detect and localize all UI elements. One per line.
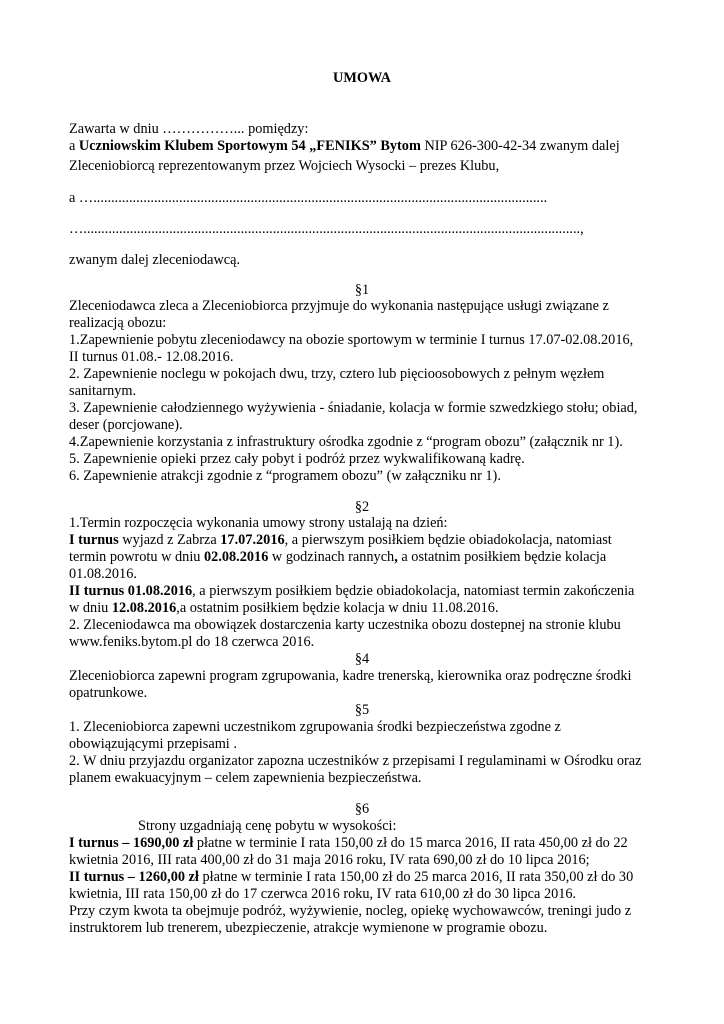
intro-blank-line-1: a …............................................................................................................................... <box>69 190 548 206</box>
section-6-heading: §6 <box>354 801 370 817</box>
section-1-line: sanitarnym. <box>69 383 137 399</box>
section-5-line: obowiązującymi przepisami . <box>69 736 237 752</box>
intro-party-line: a Uczniowskim Klubem Sportowym 54 „FENIKS” Bytom NIP 626-300-42-34 zwanym dalej <box>69 138 620 154</box>
section-2-line: termin powrotu w dniu 02.08.2016 w godzinach rannych, a ostatnim posiłkiem będzie kolacja <box>69 549 607 565</box>
club-name: Uczniowskim Klubem Sportowym 54 „FENIKS” Bytom <box>78 138 421 154</box>
intro-blank-line-2: …..........................................................................................................................................., <box>69 221 584 237</box>
section-2-line: 2. Zleceniodawca ma obowiązek dostarczenia karty uczestnika obozu dostepnej na stronie klubu <box>69 617 621 633</box>
section-5-line: planem ewakuacyjnym – celem zapewnienia bezpieczeństwa. <box>69 770 422 786</box>
section-2-line: www.feniks.bytom.pl do 18 czerwca 2016. <box>69 634 315 650</box>
section-5-line: 2. W dniu przyjazdu organizator zapozna uczestników z przepisami I regulaminami w Ośrodku oraz <box>69 753 642 769</box>
section-4-line: opatrunkowe. <box>69 685 148 701</box>
section-2-line: 1.Termin rozpoczęcia wykonania umowy strony ustalają na dzień: <box>69 515 448 531</box>
section-6-line: kwietnia, III rata 150,00 zł do 17 czerwca 2016 roku, IV rata 610,00 zł do 30 lipca 2016. <box>69 886 577 902</box>
section-6-line: instruktorem lub trenerem, ubezpieczenie, atrakcje wymienone w programie obozu. <box>69 920 548 936</box>
section-6-line: I turnus – 1690,00 zł płatne w terminie I rata 150,00 zł do 15 marca 2016, II rata 450,00 zł do 22 <box>69 835 628 851</box>
document-title: UMOWA <box>333 70 391 86</box>
section-2-line: w dniu 12.08.2016,a ostatnim posiłkiem będzie kolacja w dniu 11.08.2016. <box>69 600 499 616</box>
section-6-line: Przy czym kwota ta obejmuje podróż, wyżywienie, nocleg, opiekę wychowawców, treningi judo z <box>69 903 632 919</box>
section-4-line: Zleceniobiorca zapewni program zgrupowania, kadre trenerską, kierownika oraz podręczne środki <box>69 668 632 684</box>
section-5-line: 1. Zleceniobiorca zapewni uczestnikom zgrupowania środki bezpieczeństwa zgodne z <box>69 719 561 735</box>
section-6-line: II turnus – 1260,00 zł płatne w terminie I rata 150,00 zł do 25 marca 2016, II rata 350,00 zł do 30 <box>69 869 634 885</box>
intro-representative-line: Zleceniobiorcą reprezentowanym przez Wojciech Wysocki – prezes Klubu, <box>69 158 500 174</box>
section-1-line: deser (porcjowane). <box>69 417 183 433</box>
section-1-line: 2. Zapewnienie noclegu w pokojach dwu, trzy, cztero lub pięcioosobowych z pełnym węzłem <box>69 366 605 382</box>
section-2-line: I turnus wyjazd z Zabrza 17.07.2016, a pierwszym posiłkiem będzie obiadokolacja, natomiast <box>69 532 612 548</box>
section-6-line: kwietnia 2016, III rata 400,00 zł do 31 maja 2016 roku, IV rata 690,00 zł do 10 lipca 2016; <box>69 852 590 868</box>
intro-client-line: zwanym dalej zleceniodawcą. <box>69 252 241 268</box>
section-1-line: 3. Zapewnienie całodziennego wyżywienia - śniadanie, kolacja w formie szwedzkiego stołu; obiad, <box>69 400 638 416</box>
intro-date-line: Zawarta w dniu ……………... pomiędzy: <box>69 121 309 137</box>
section-2-line: II turnus 01.08.2016, a pierwszym posiłkiem będzie obiadokolacja, natomiast termin zakończenia <box>69 583 635 599</box>
section-1-line: 5. Zapewnienie opieki przez cały pobyt i podróż przez wykwalifikowaną kadrę. <box>69 451 525 467</box>
section-2-line: 01.08.2016. <box>69 566 137 582</box>
section-1-line: 4.Zapewnienie korzystania z infrastruktury ośrodka zgodnie z “program obozu” (załącznik nr 1). <box>69 434 623 450</box>
section-1-line: II turnus 01.08.- 12.08.2016. <box>69 349 234 365</box>
section-1-heading: §1 <box>354 282 370 298</box>
section-5-heading: §5 <box>354 702 370 718</box>
section-6-line: Strony uzgadniają cenę pobytu w wysokości: <box>138 818 397 834</box>
section-1-line: 6. Zapewnienie atrakcji zgodnie z “programem obozu” (w załączniku nr 1). <box>69 468 501 484</box>
section-1-line: 1.Zapewnienie pobytu zleceniodawcy na obozie sportowym w terminie I turnus 17.07-02.08.2016, <box>69 332 634 348</box>
section-4-heading: §4 <box>354 651 370 667</box>
section-2-heading: §2 <box>354 499 370 515</box>
section-1-line: Zleceniodawca zleca a Zleceniobiorca przyjmuje do wykonania następujące usługi związane z <box>69 298 609 314</box>
section-1-line: realizacją obozu: <box>69 315 167 331</box>
